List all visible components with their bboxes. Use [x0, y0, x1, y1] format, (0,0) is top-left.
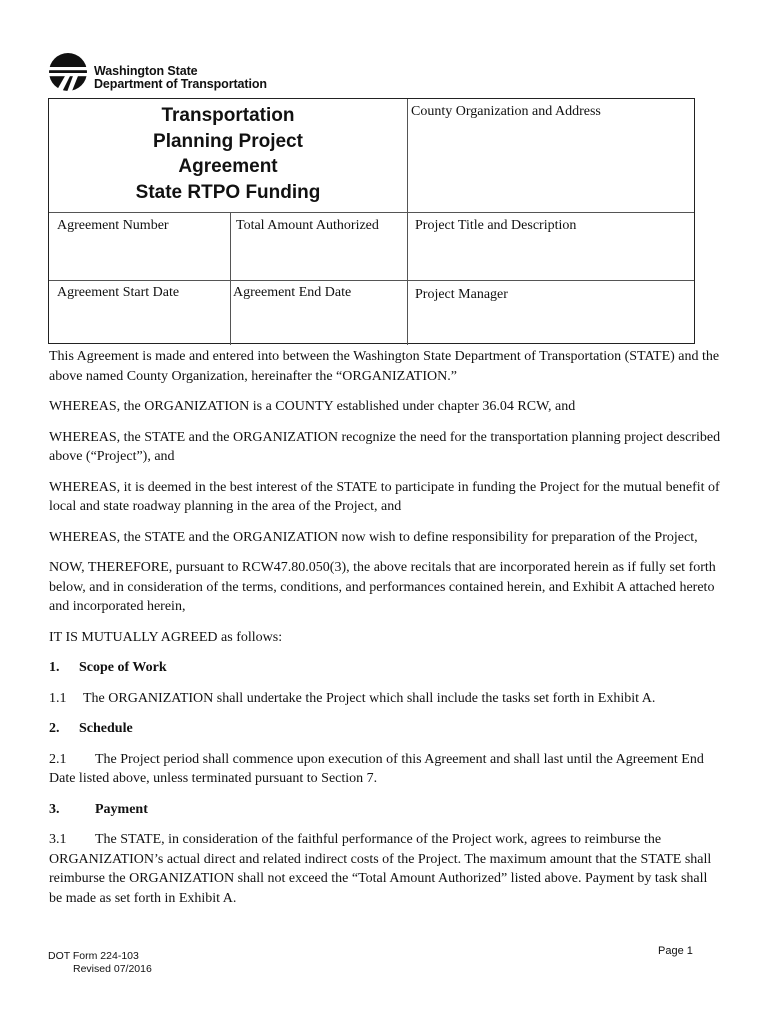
section-heading: [49, 800, 721, 820]
agreed-paragraph: IT IS MUTUALLY AGREED as follows:: [49, 629, 283, 645]
revision-date: Revised 07/2016: [73, 962, 152, 975]
agreement-end-date-field[interactable]: Agreement End Date: [233, 285, 352, 300]
form-title: [49, 103, 407, 205]
section-number: 2.: [49, 721, 60, 736]
project-title-field[interactable]: Project Title and Description: [415, 218, 577, 233]
clause-number: 2.1: [49, 751, 67, 767]
section-title: Schedule: [79, 721, 133, 736]
page-number: Page 1: [658, 945, 693, 957]
section-number: 1.: [49, 660, 60, 675]
section-clause: [49, 689, 721, 709]
agency-name: [94, 65, 267, 91]
whereas-paragraph: WHEREAS, the STATE and the ORGANIZATION now wish to define responsibility for preparation of the Project,: [49, 529, 698, 545]
now-therefore-paragraph: NOW, THEREFORE, pursuant to RCW47.80.050(3), the above recitals that are incorporated herein as if fully set forth below, and in consideration of the terms, conditions, and performances contained herein, and Exhibit A attached hereto and incorporated herein,: [49, 560, 716, 614]
county-organization-field[interactable]: County Organization and Address: [411, 104, 601, 119]
form-info: [48, 950, 152, 975]
title-line: Planning Project: [153, 130, 303, 152]
whereas-paragraph: WHEREAS, the ORGANIZATION is a COUNTY established under chapter 36.04 RCW, and: [49, 399, 576, 414]
title-line: Transportation: [161, 105, 295, 126]
section-title: Payment: [95, 801, 148, 817]
agency-line-2: Department of Transportation: [94, 77, 267, 91]
section-heading: [49, 719, 721, 739]
total-amount-field[interactable]: Total Amount Authorized: [236, 218, 379, 233]
title-line: Agreement: [178, 156, 278, 177]
clause-text: The Project period shall commence upon execution of this Agreement and shall last until the Agreement End Date listed above, unless terminated pursuant to Section 7.: [49, 751, 704, 786]
section-number: 3.: [49, 801, 60, 817]
project-manager-field[interactable]: Project Manager: [415, 287, 508, 302]
wsdot-logo: [48, 52, 298, 92]
title-line: State RTPO Funding: [135, 181, 321, 203]
clause-number: 1.1: [49, 690, 67, 706]
form-number: DOT Form 224-103: [48, 950, 139, 962]
intro-paragraph: This Agreement is made and entered into between the Washington State Department of Transportation (STATE) and the above named County Organization, hereinafter the “ORGANIZATION.”: [49, 349, 720, 384]
agreement-body: [49, 347, 721, 919]
clause-text: The STATE, in consideration of the faithful performance of the Project work, agrees to reimburse the ORGANIZATION’s actual direct and related indirect costs of the Project. The maximum amount that the STATE shall reimburse the ORGANIZATION shall not exceed the “Total Amount Authorized” listed above. Payment by task shall be made as set forth in Exhibit A.: [49, 832, 712, 906]
agreement-start-date-field[interactable]: Agreement Start Date: [57, 285, 180, 300]
agency-line-1: Washington State: [94, 64, 198, 78]
whereas-paragraph: WHEREAS, the STATE and the ORGANIZATION recognize the need for the transportation planning project described above (“Project”), and: [49, 429, 721, 464]
whereas-paragraph: WHEREAS, it is deemed in the best interest of the STATE to participate in funding the Project for the mutual benefit of local and state roadway planning in the area of the Project, and: [49, 479, 720, 514]
section-clause: [49, 830, 721, 908]
agreement-number-field[interactable]: Agreement Number: [57, 218, 169, 233]
clause-text: The ORGANIZATION shall undertake the Project which shall include the tasks set forth in Exhibit A.: [83, 690, 656, 706]
section-title: Scope of Work: [79, 660, 167, 675]
section-clause: [49, 750, 721, 789]
wsdot-logo-icon: [48, 52, 88, 92]
agreement-info-table: [48, 98, 695, 344]
clause-number: 3.1: [49, 832, 67, 847]
section-heading: [49, 658, 721, 678]
